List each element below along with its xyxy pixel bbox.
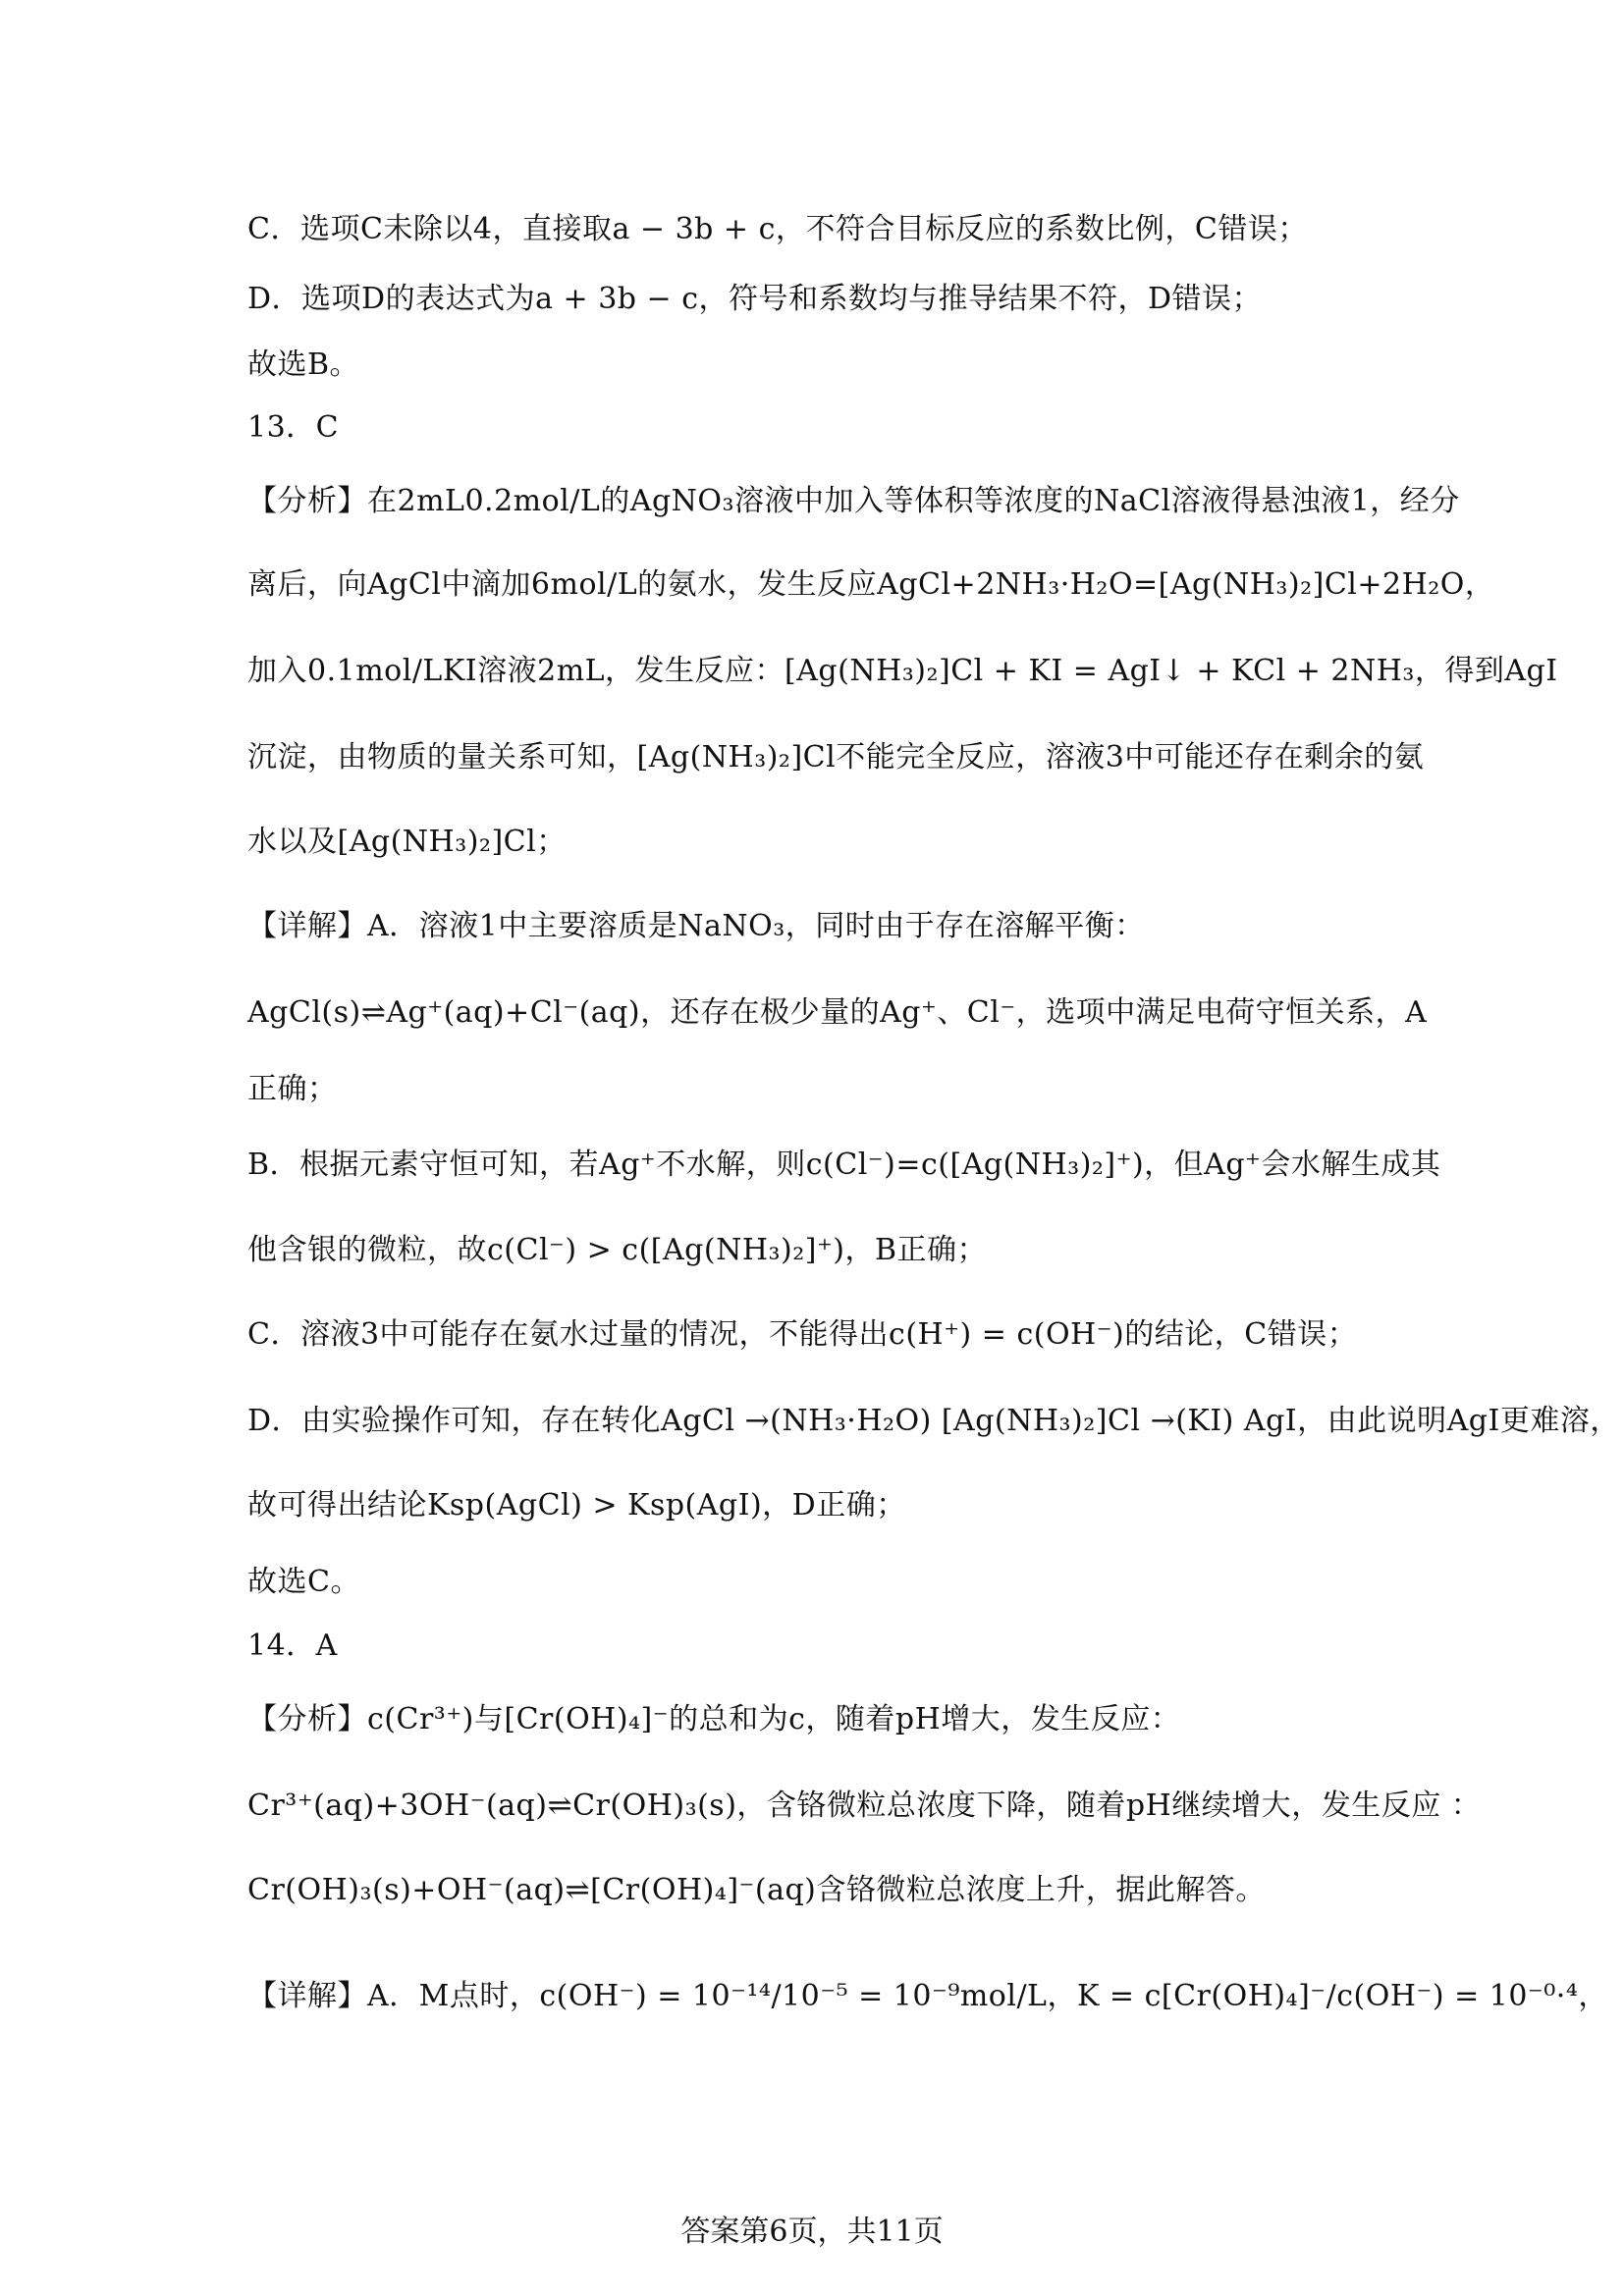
page-footer: 答案第6页，共11页 [680,2215,944,2249]
text-line-14: 他含银的微粒，故c(Cl⁻) > c([Ag(NH₃)₂]⁺)，B正确； [247,1233,988,1267]
text-line-7: 加入0.1mol/LKI溶液2mL，发生反应：[Ag(NH₃)₂]Cl + KI = AgI↓ + KCl + 2NH₃，得到AgI [247,654,1558,688]
text-line-22: Cr(OH)₃(s)+OH⁻(aq)⇌[Cr(OH)₄]⁻(aq)含铬微粒总浓度上升，据此解答。 [247,1873,1266,1907]
text-line-3: 故选B。 [247,347,360,382]
question-14-answer: 14．A [247,1629,338,1663]
text-line-20: 【分析】c(Cr³⁺)与[Cr(OH)₄]⁻的总和为c，随着pH增大，发生反应： [247,1702,1181,1736]
text-line-6: 离后，向AgCl中滴加6mol/L的氨水，发生反应AgCl+2NH₃·H₂O=[Ag(NH₃)₂]Cl+2H₂O， [247,567,1495,602]
text-line-1: C．选项C未除以4，直接取a − 3b + c，不符合目标反应的系数比例，C错误； [247,212,1308,246]
text-line-9: 水以及[Ag(NH₃)₂]Cl； [247,825,567,859]
text-line-12: 正确； [247,1072,338,1106]
text-line-2: D．选项D的表达式为a + 3b − c，符号和系数均与推导结果不符，D错误； [247,282,1263,316]
text-line-8: 沉淀，由物质的量关系可知，[Ag(NH₃)₂]Cl不能完全反应，溶液3中可能还存在剩余的氨 [247,740,1425,774]
text-line-13: B．根据元素守恒可知，若Ag⁺不水解，则c(Cl⁻)=c([Ag(NH₃)₂]⁺)，但Ag⁺会水解生成其 [247,1148,1441,1182]
question-13-answer: 13．C [247,410,340,445]
text-line-15: C．溶液3中可能存在氨水过量的情况，不能得出c(H⁺) = c(OH⁻)的结论，C错误； [247,1317,1358,1352]
text-line-17: 故可得出结论Ksp(AgCl) > Ksp(AgI)，D正确； [247,1488,906,1522]
text-line-21: Cr³⁺(aq)+3OH⁻(aq)⇌Cr(OH)₃(s)，含铬微粒总浓度下降，随着pH继续增大，发生反应 ： [247,1789,1482,1823]
text-line-5: 【分析】在2mL0.2mol/L的AgNO₃溶液中加入等体积等浓度的NaCl溶液得悬浊液1，经分 [247,484,1460,518]
text-line-23: 【详解】A．M点时，c(OH⁻) = 10⁻¹⁴/10⁻⁵ = 10⁻⁹mol/L，K = c[Cr(OH)₄]⁻/c(OH⁻) = 10⁻⁰·⁴， [247,1979,1608,2013]
text-line-11: AgCl(s)⇌Ag⁺(aq)+Cl⁻(aq)，还存在极少量的Ag⁺、Cl⁻，选项中满足电荷守恒关系，A [247,995,1428,1030]
text-line-16: D．由实验操作可知，存在转化AgCl →(NH₃·H₂O) [Ag(NH₃)₂]Cl →(KI) AgI，由此说明AgI更难溶， [247,1404,1620,1438]
text-line-10: 【详解】A．溶液1中主要溶质是NaNO₃，同时由于存在溶解平衡： [247,909,1145,943]
text-line-18: 故选C。 [247,1565,360,1599]
